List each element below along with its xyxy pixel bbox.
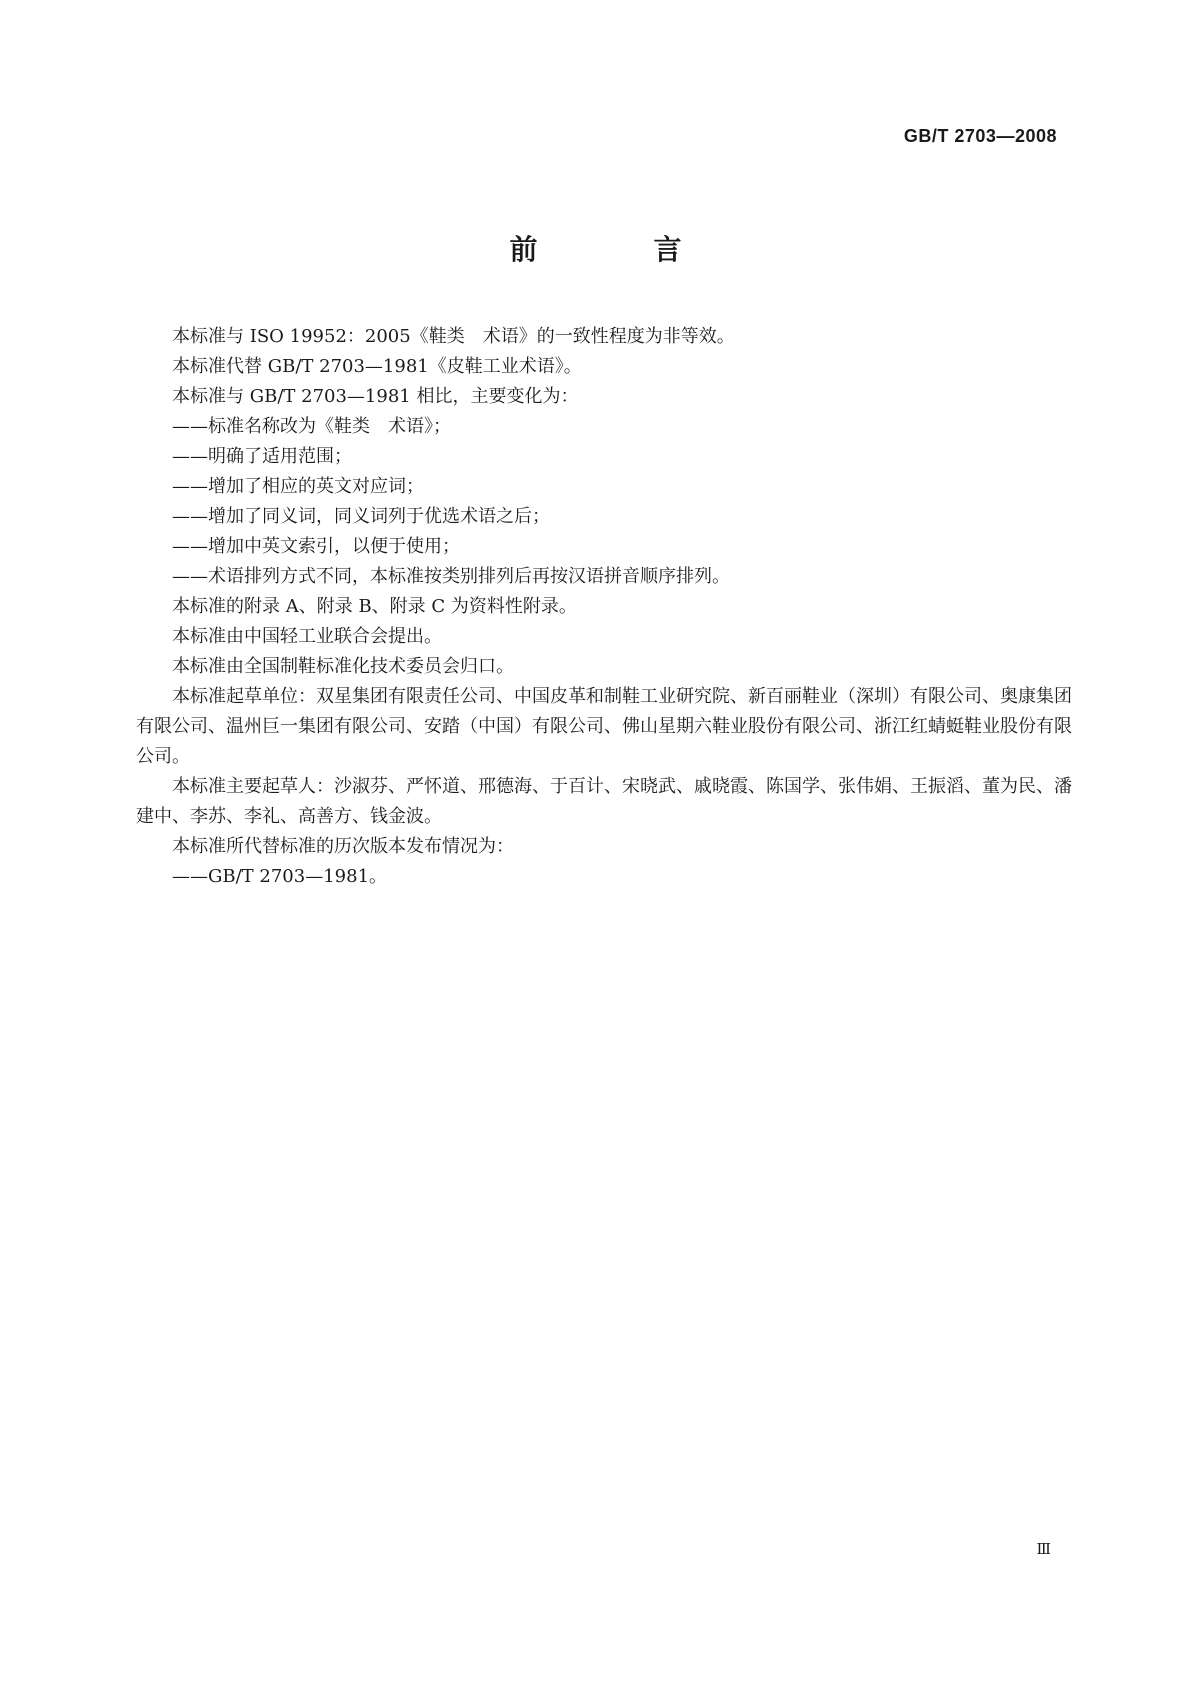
paragraph: 本标准的附录 A、附录 B、附录 C 为资料性附录。 (172, 596, 577, 617)
paragraph: 本标准由全国制鞋标准化技术委员会归口。 (172, 656, 514, 677)
foreword-body (136, 322, 1072, 892)
list-item: ——标准名称改为《鞋类 术语》； (172, 416, 451, 437)
list-item: ——增加中英文索引，以便于使用； (172, 536, 460, 557)
page-number: Ⅲ (1036, 1540, 1051, 1558)
list-item: ——GB/T 2703—1981。 (172, 866, 388, 887)
page-title: 前 言 (509, 233, 726, 266)
paragraph: 本标准代替 GB/T 2703—1981《皮鞋工业术语》。 (172, 356, 582, 377)
paragraph: 本标准所代替标准的历次版本发布情况为： (172, 836, 514, 857)
list-item: ——明确了适用范围； (172, 446, 352, 467)
drafting-units-paragraph: 本标准起草单位：双星集团有限责任公司、中国皮革和制鞋工业研究院、新百丽鞋业（深圳）有限公司、奥康集团有限公司、温州巨一集团有限公司、安踏（中国）有限公司、佛山星期六鞋业股份有限公司、浙江红蜻蜓鞋业股份有限公司。 (136, 686, 1072, 767)
list-item: ——增加了相应的英文对应词； (172, 476, 424, 497)
standard-number: GB/T 2703—2008 (903, 126, 1057, 146)
paragraph: 本标准与 GB/T 2703—1981 相比，主要变化为： (172, 386, 579, 407)
list-item: ——增加了同义词，同义词列于优选术语之后； (172, 506, 550, 527)
drafters-paragraph: 本标准主要起草人：沙淑芬、严怀道、邢德海、于百计、宋晓武、戚晓霞、陈国学、张伟娟、王振滔、董为民、潘建中、李苏、李礼、高善方、钱金波。 (136, 776, 1072, 827)
list-item: ——术语排列方式不同，本标准按类别排列后再按汉语拼音顺序排列。 (172, 566, 730, 587)
paragraph: 本标准与 ISO 19952：2005《鞋类 术语》的一致性程度为非等效。 (172, 326, 735, 347)
paragraph: 本标准由中国轻工业联合会提出。 (172, 626, 442, 647)
